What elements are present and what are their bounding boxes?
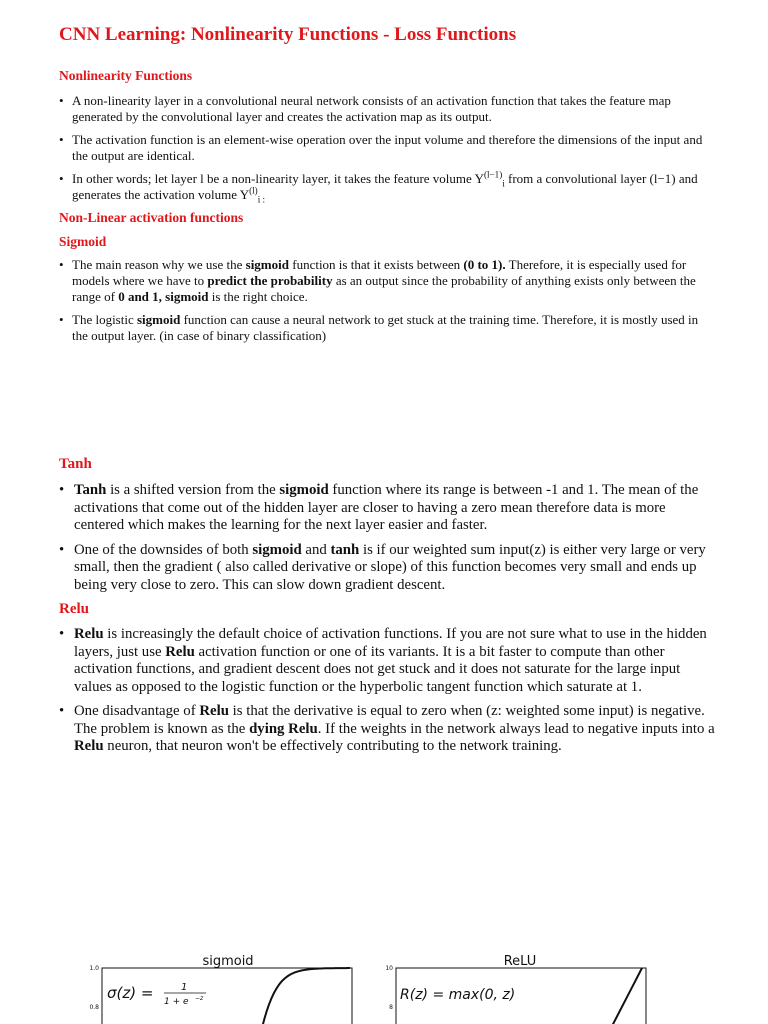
series-line bbox=[610, 968, 642, 1024]
nonlinearity-heading: Nonlinearity Functions bbox=[59, 68, 193, 83]
relu-list bbox=[0, 626, 718, 763]
chart-title: ReLU bbox=[503, 954, 537, 969]
svg-text:σ(z) =: σ(z) = bbox=[107, 984, 154, 1002]
list-item: • The main reason why we use the sigmoid function is that it exists between (0 to 1). Therefore, it is especially used for models where we have to predict the probability as an output since the probability of anything exists only between the range of 0 and 1, sigmoid is the right choice. bbox=[59, 257, 696, 304]
list-item: • Tanh is a shifted version from the sigmoid function where its range is between -1 and 1. The mean of the activations that come out of the hidden layer are closer to having a zero mean therefore data is more centered which makes the learning for the next layer easier and faster. bbox=[59, 482, 699, 533]
list-item: • In other words; let layer l be a non-linearity layer, it takes the feature volume $Y^{(l-1)}_i$ from a convolutional layer (l−1) and generates the activation volume $Y^{(l)}_{i :}$ bbox=[59, 169, 698, 205]
series-line bbox=[235, 968, 350, 1024]
list-item: • One of the downsides of both sigmoid and tanh is if our weighted sum input(z) is either very large or very small, then the gradient ( also called derivative or slope) of this function becomes very small and ends up being very close to zero. This can slow down gradient descent. bbox=[59, 541, 706, 593]
y-tick-label: 0.8 bbox=[89, 1004, 99, 1011]
svg-text:1: 1 bbox=[181, 982, 188, 993]
svg-text:−z: −z bbox=[195, 995, 204, 1002]
page-title: CNN Learning: Nonlinearity Functions - Loss Functions bbox=[59, 24, 517, 45]
relu-series bbox=[610, 968, 642, 1024]
chart-title: sigmoid bbox=[202, 954, 254, 969]
nonlinearity-list bbox=[0, 93, 710, 210]
relu-formula: R(z) = max(0, z) bbox=[400, 987, 516, 1003]
y-tick-label: 8 bbox=[389, 1004, 393, 1011]
list-item: • The activation function is an element-wise operation over the input volume and therefore the dimensions of the input and the output are identical. bbox=[59, 132, 703, 163]
svg-text:1 + e: 1 + e bbox=[164, 997, 189, 1007]
sigmoid-series bbox=[235, 968, 350, 1024]
sigmoid-chart bbox=[80, 948, 370, 1024]
sigmoid-heading: Sigmoid bbox=[59, 234, 107, 249]
y-tick-label: 10 bbox=[385, 965, 393, 972]
list-item: • Relu is increasingly the default choice of activation functions. If you are not sure what to use in the hidden layers, just use Relu activation function or one of its variants. It is a bit faster to compute than other activation functions, and gradient descent does not get stuck and it does not saturate for the large input values as opposed to the logistic function or the hyperbolic tangent function which saturate at 1. bbox=[59, 626, 707, 695]
relu-chart bbox=[380, 948, 670, 1024]
nonlinear-activation-heading: Non-Linear activation functions bbox=[59, 210, 244, 225]
tanh-list bbox=[0, 482, 718, 601]
tanh-heading: Tanh bbox=[59, 456, 92, 472]
relu-heading: Relu bbox=[59, 601, 89, 617]
list-item: • One disadvantage of Relu is that the derivative is equal to zero when (z: weighted some input) is negative. The problem is known as the dying Relu. If the weights in the network always lead to negative inputs into a Relu neuron, that neuron won't be effectively contributing to the network training. bbox=[59, 703, 715, 754]
list-item: • A non-linearity layer in a convolutional neural network consists of an activation function that takes the feature map generated by the convolutional layer and creates the activation map as its output. bbox=[59, 93, 671, 124]
list-item: • The logistic sigmoid function can cause a neural network to get stuck at the training time. Therefore, it is mostly used in the output layer. (in case of binary classification) bbox=[59, 312, 699, 343]
sigmoid-formula bbox=[107, 982, 206, 1007]
y-tick-label: 1.0 bbox=[89, 965, 99, 972]
sigmoid-list bbox=[0, 257, 710, 351]
